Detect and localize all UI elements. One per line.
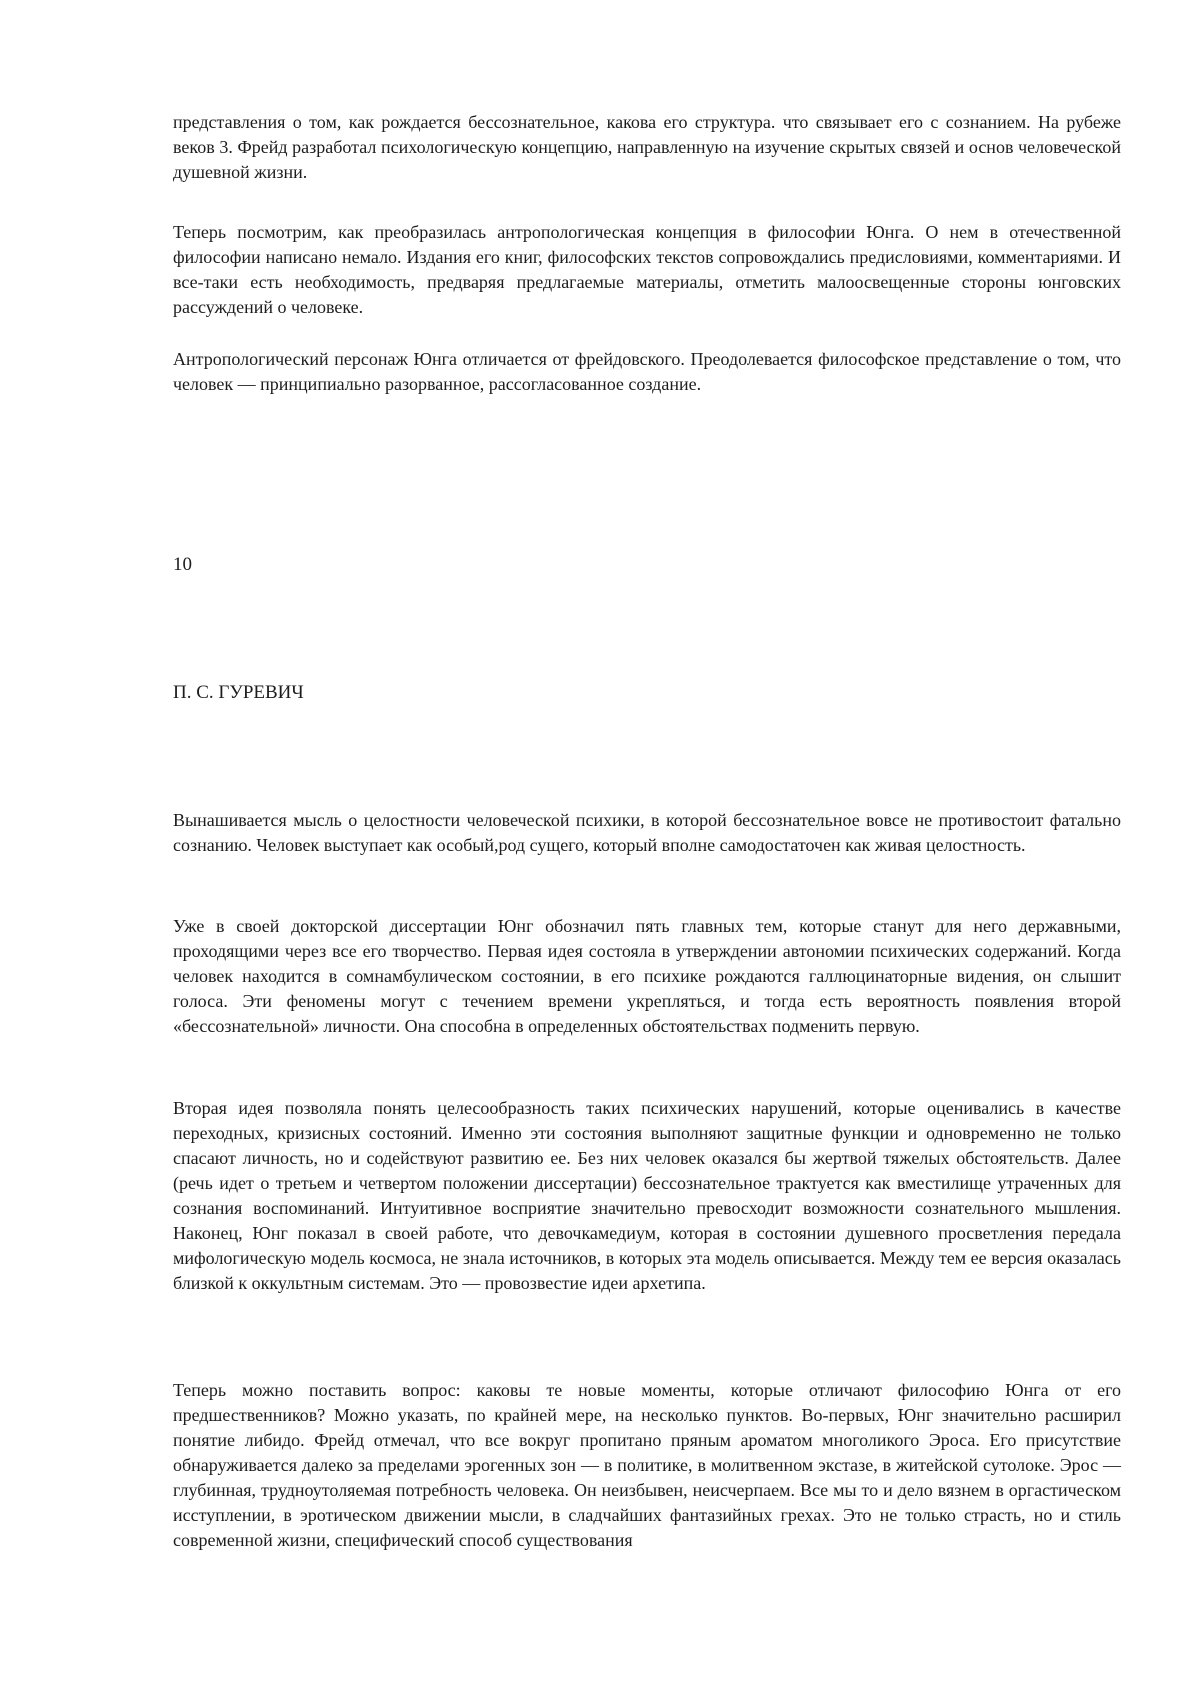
page-number: 10 xyxy=(173,554,192,575)
paragraph-7: Теперь можно поставить вопрос: каковы те новые моменты, которые отличают философию Юнга от его предшественников? Можно указать, по крайней мере, на несколько пунктов. Во-первых, Юнг значительно расширил понятие либидо. Фрейд отмечал, что все вокруг пропитано пряным ароматом многоликого Эроса. Его присутствие обнаруживается далеко за пределами эрогенных зон — в политике, в молитвенном экстазе, в житейской сутолоке. Эрос — глубинная, трудноутоляемая потребность человека. Он неизбывен, неисчерпаем. Все мы то и дело вязнем в оргастическом исступлении, в эротическом движении мысли, в сладчайших фантазийных грехах. Это не только страсть, но и стиль современной жизни, специфический способ существования xyxy=(173,1380,1121,1550)
paragraph-5: Уже в своей докторской диссертации Юнг обозначил пять главных тем, которые станут для него державными, проходящими через все его творчество. Первая идея состояла в утверждении автономии психических содержаний. Когда человек находится в сомнамбулическом состоянии, в его психике рождаются галлюцинаторные видения, он слышит голоса. Эти феномены могут с течением времени укрепляться, и тогда есть вероятность появления второй «бессознательной» личности. Она способна в определенных обстоятельствах подменить первую. xyxy=(173,916,1121,1036)
paragraph-3: Антропологический персонаж Юнга отличается от фрейдовского. Преодолевается философское представление о том, что человек — принципиально разорванное, рассогласованное создание. xyxy=(173,349,1121,394)
paragraph-2: Теперь посмотрим, как преобразилась антропологическая концепция в философии Юнга. О нем в отечественной философии написано немало. Издания его книг, философских текстов сопровождались предисловиями, комментариями. И все-таки есть необходимость, предваряя предлагаемые материалы, отметить малоосвещенные стороны юнговских рассуждений о человеке. xyxy=(173,222,1121,317)
paragraph-1: представления о том, как рождается бессознательное, какова его структура. что связывает его с сознанием. На рубеже веков 3. Фрейд разработал психологическую концепцию, направленную на изучение скрытых связей и основ человеческой душевной жизни. xyxy=(173,112,1121,182)
paragraph-4: Вынашивается мысль о целостности человеческой психики, в которой бессознательное вовсе не противостоит фатально сознанию. Человек выступает как особый,род сущего, который вполне самодостаточен как живая целостность. xyxy=(173,810,1121,855)
running-head-author: П. С. ГУРЕВИЧ xyxy=(173,682,304,703)
paragraph-6: Вторая идея позволяла понять целесообразность таких психических нарушений, которые оценивались в качестве переходных, кризисных состояний. Именно эти состояния выполняют защитные функции и одновременно не только спасают личность, но и содействуют развитию ее. Без них человек оказался бы жертвой тяжелых обстоятельств. Далее (речь идет о третьем и четвертом положении диссертации) бессознательное трактуется как вместилище утраченных для сознания воспоминаний. Интуитивное восприятие значительно превосходит возможности сознательного мышления. Наконец, Юнг показал в своей работе, что девочкамедиум, которая в состоянии душевного просветления передала мифологическую модель космоса, не знала источников, в которых эта модель описывается. Между тем ее версия оказалась близкой к оккультным системам. Это — провозвестие идеи архетипа. xyxy=(173,1098,1121,1293)
